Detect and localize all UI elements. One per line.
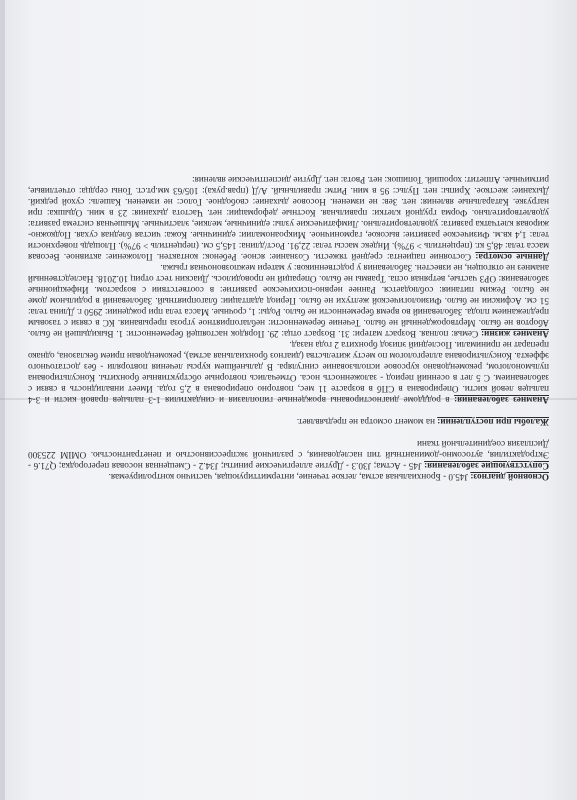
anamnesis-disease-label: Анамнез заболевания:	[454, 395, 549, 405]
spacer	[28, 405, 549, 416]
diagnosis-paragraph	[28, 471, 549, 482]
diagnosis-text: J45.0 - Бронхиальная астма, легкое течение, интермиттирующая, частично контролируемая.	[108, 472, 471, 482]
comorbid-label: Сопутствующие заболевания:	[424, 461, 549, 471]
comorbid-paragraph	[28, 438, 549, 471]
complaints-paragraph	[28, 416, 549, 427]
diagnosis-label: Основной диагноз:	[470, 472, 549, 482]
anamnesis-life-label: Анамнез жизни:	[481, 329, 549, 339]
anamnesis-disease-paragraph	[28, 339, 549, 405]
anamnesis-disease-text: в родддоме диагностированы врожденные гипоплазия и синдактилия 1-3 пальцев правой кисти и 3-4 пальцев левой кисти. Оперирована в СПб в возрасте 11 мес, повторно оперирована в 2,5 года. Имеет инвалидность в связи с заболеванием. С 5 лет в осенний период - заложенность носа. Отмечались повторные обструктивные бронхиты. Консультирована пульмонологом, рекомендовано курсовое использование сингуляра. В дальнейшем курсы лечения повторяли - без достаточного эффекта. Консультирована аллергологом по месту жительства (диагноз бронхиальная астма), рекомендован прием беклазона, однако препарат не принимали. Последний эпизод бронхита 2 года назад.	[28, 340, 549, 405]
complaints-text: на момент осмотра не предъявляет.	[296, 417, 438, 427]
exam-label: Данные осмотра:	[475, 252, 549, 262]
comorbid-text: J45 - Астма; J30.3 - Другие аллергические риниты; J34.2 - Смещенная носовая перегородка; Q71.6 - Эктродактилия, аутосомно-доминантный тип наследования, с различной экспрессивностью и пенетрантностью. OMIM 225300 Дисплазия соединительной ткани	[27, 439, 549, 471]
exam-text: Состояние пациента: средней тяжести. Сознание: ясное. Ребенок: контактен. Положение: активное. Весовая масса тела: 48,5 кг. (перцентиль > 97%). Индекс массы тела: 22,91. Рост/длина: 145,5 см. (перцентиль > 97%). Площадь поверхности тела: 1,4 кв.м. Физическое развитие: высокое, гармоничное. Микроаномалии: единичные. Кожа: чистая бледная сухая. Подкожно-жировая клетчатка развита: удовлетворительно. Лимфатические узлы: единичные, мелкие, эластичные. Мышечная система развита: удовлетворительно. Форма грудной клетки: правильная. Костные деформации: нет. Частота дыхания: 23 в мин. Одышка: при нагрузке. Катаральные явления: нет. Зев: не изменен. Носовое дыхание: свободное. Голос: не изменен. Кашель: сухой редкий. Дыхание: жесткое. Хрипы: нет. Пульс: 95 в мин. Ритм: правильный. А/Д (прав.рука): 105/63 мм.рт.ст. Тоны сердца: отчетливые, ритмичные. Аппетит: хороший. Топишок: нет. Рвота: нет. Другие диспептические явления:	[28, 175, 549, 262]
spacer	[28, 427, 549, 438]
anamnesis-life-paragraph	[28, 262, 549, 339]
anamnesis-life-text: Семья: полная. Возраст матери: 31. Возраст отца: 29. Порядок настоящей беременности: 1. Выкидышей не было. Абортов не было. Мертворожденный не было. Течение беременности: неблагоприятное угроза прерывания. КС в связи с тазовым предлежанием плода. Заболеваний во время беременности не было. Роды: 1, срочные. Масса тела при рождении: 2950 г. Длина тела: 51 см. Асфиксии не было. Физиологической желтухи не было. Период адаптации: благоприятный. Заболеваний в родильном доме не было. Режим питания: соблюдается. Раннее нервно-психическое развитие: в соответствии с возрастом. Инфекционные заболевания: ОРЗ частые, ветряная оспа. Травмы не было. Операций не проводилось. Диаскин тест отриц 10.2018. Наследственный анамнез не отягощен, не известен. Заболевания у родственников: у матери межпозвоночная грыжа.	[28, 263, 549, 339]
complaints-label: Жалобы при поступлении:	[437, 417, 549, 427]
exam-paragraph	[28, 174, 549, 262]
document-body	[28, 174, 549, 482]
